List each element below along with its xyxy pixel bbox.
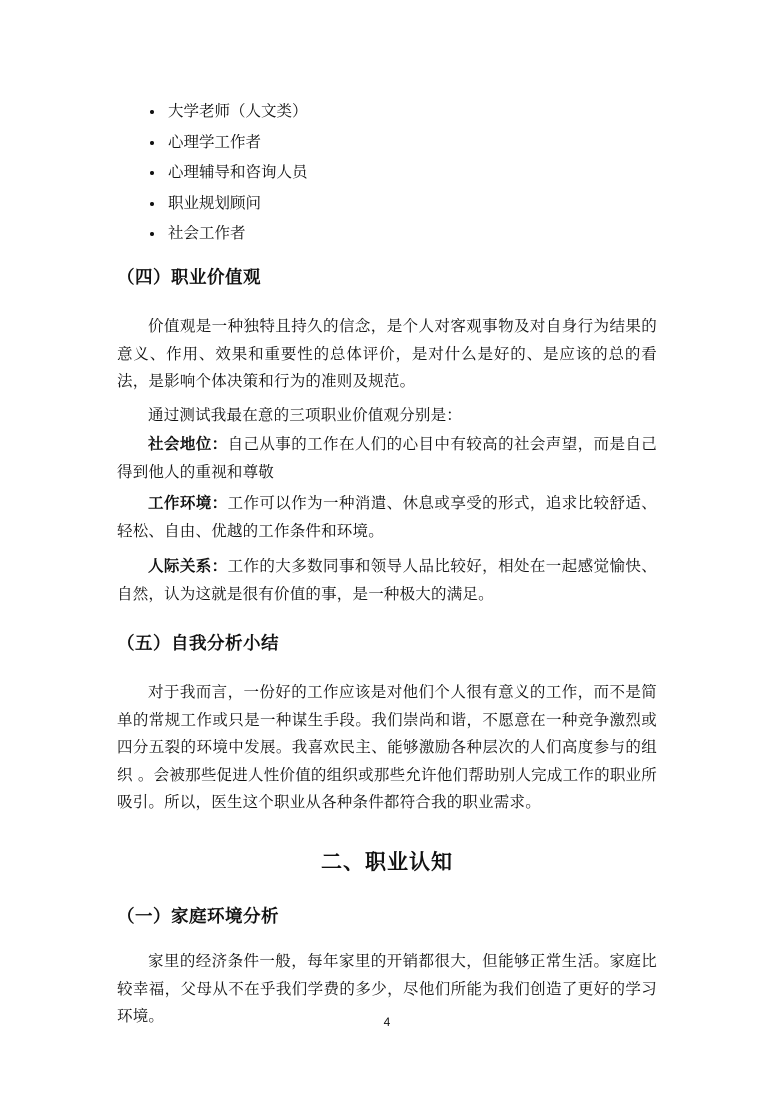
list-item — [150, 188, 308, 219]
list-item-text: 心理辅导和咨询人员 — [168, 163, 308, 182]
summary-paragraph: 对于我而言，一份好的工作应该是对他们个人很有意义的工作，而不是简单的常规工作或只是一种谋生手段。我们崇尚和谐，不愿意在一种竞争激烈或四分五裂的环境中发展。我喜欢民主、能够激励各种层次的人们高度参与的组织 。会被那些促进人性价值的组织或那些允许他们帮助别人完成工作的职业所吸引。所以，医生这个职业从各种条件都符合我的职业需求。 — [117, 683, 657, 811]
career-bullet-list — [150, 96, 308, 249]
list-item-text: 心理学工作者 — [168, 132, 262, 151]
list-item-text: 职业规划顾问 — [168, 193, 262, 212]
values-intro-paragraph: 通过测试我最在意的三项职业价值观分别是： — [148, 406, 463, 424]
chapter-title: 二、职业认知 — [321, 850, 453, 874]
list-item-text: 大学老师（人文类） — [168, 102, 308, 121]
bullet-icon — [150, 141, 154, 145]
value-text: 自己从事的工作在人们的心目中有较高的社会声望，而是自己得到他人的重视和尊敬 — [117, 435, 657, 481]
value-text: 工作可以作为一种消遣、休息或享受的形式，追求比较舒适、轻松、自由、优越的工作条件和环境。 — [117, 494, 657, 540]
list-item — [150, 127, 308, 158]
section-heading-family: （一）家庭环境分析 — [117, 907, 279, 927]
section-heading-values: （四）职业价值观 — [117, 268, 261, 288]
bullet-icon — [150, 110, 154, 114]
bullet-icon — [150, 171, 154, 175]
family-paragraph: 家里的经济条件一般，每年家里的开销都很大，但能够正常生活。家庭比较幸福，父母从不在乎我们学费的多少，尽他们所能为我们创造了更好的学习环境。 — [117, 952, 657, 1025]
values-definition-paragraph: 价值观是一种独特且持久的信念，是个人对客观事物及对自身行为结果的意义、作用、效果和重要性的总体评价，是对什么是好的、是应该的总的看法，是影响个体决策和行为的准则及规范。 — [117, 317, 657, 390]
value-label: 工作环境： — [148, 494, 228, 512]
list-item — [150, 96, 308, 127]
value-interpersonal-relations — [117, 553, 657, 608]
page-number: 4 — [383, 1015, 391, 1029]
value-work-environment — [117, 490, 657, 545]
list-item-text: 社会工作者 — [168, 224, 246, 243]
bullet-icon — [150, 232, 154, 236]
list-item — [150, 218, 308, 249]
section-heading-summary: （五）自我分析小结 — [117, 634, 279, 654]
value-label: 社会地位： — [148, 435, 228, 453]
value-label: 人际关系： — [148, 557, 228, 575]
list-item — [150, 157, 308, 188]
bullet-icon — [150, 202, 154, 206]
value-social-status — [117, 431, 657, 486]
value-text: 工作的大多数同事和领导人品比较好，相处在一起感觉愉快、自然，认为这就是很有价值的事，是一种极大的满足。 — [117, 557, 657, 603]
